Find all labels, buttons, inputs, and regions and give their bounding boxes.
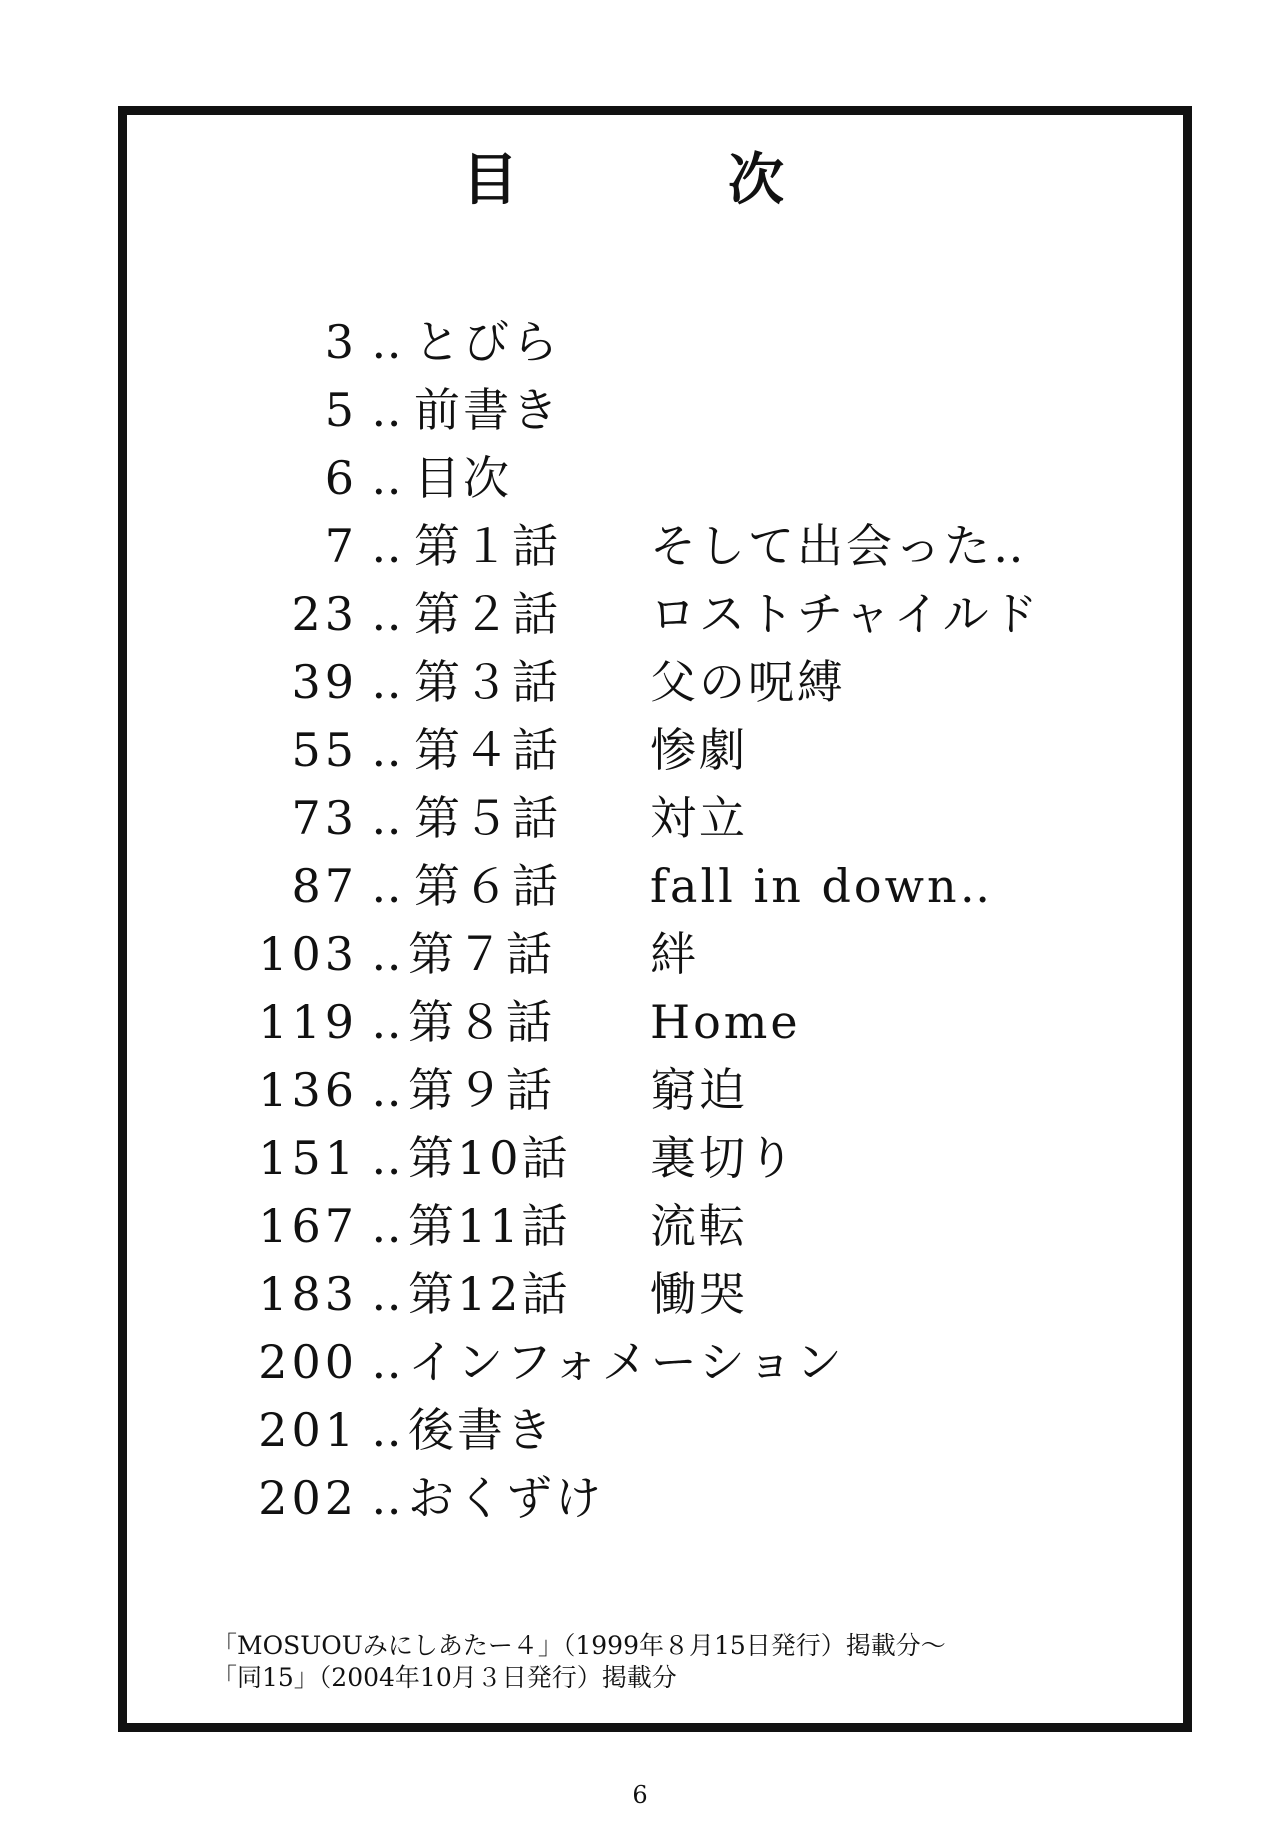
toc-page-number: 23 xyxy=(291,587,358,641)
publication-note-line-2: 「同15」（2004年10月３日発行）掲載分 xyxy=(212,1663,677,1692)
toc-entry-subtitle: 絆 xyxy=(650,927,699,981)
toc-leader-dots: ‥ xyxy=(371,1335,405,1389)
toc-entry-subtitle: ロストチャイルド xyxy=(650,587,1041,641)
toc-entry-subtitle: 慟哭 xyxy=(650,1267,748,1321)
toc-entry-subtitle: 裏切り xyxy=(650,1131,797,1185)
toc-row xyxy=(0,312,1280,372)
toc-entry-label: 前書き xyxy=(414,383,561,437)
page-title xyxy=(0,140,1280,220)
toc-row xyxy=(0,1264,1280,1324)
toc-row xyxy=(0,856,1280,916)
toc-entry-label: 第５話 xyxy=(414,791,561,845)
toc-leader-dots: ‥ xyxy=(371,1199,405,1253)
toc-page-number: 151 xyxy=(258,1131,358,1185)
toc-entry-subtitle: fall in down‥ xyxy=(650,859,994,913)
toc-entry-subtitle: そして出会った‥ xyxy=(650,519,1027,573)
toc-entry-label: 目次 xyxy=(414,451,512,505)
toc-entry-subtitle: 流転 xyxy=(650,1199,748,1253)
toc-leader-dots: ‥ xyxy=(371,1267,405,1321)
toc-entry-label: 第11話 xyxy=(408,1199,571,1253)
toc-row xyxy=(0,720,1280,780)
toc-page-number: 55 xyxy=(291,723,358,777)
publication-note-line-1: 「MOSUOUみにしあたー４」（1999年８月15日発行）掲載分～ xyxy=(212,1631,946,1660)
toc-page-number: 87 xyxy=(291,859,358,913)
toc-leader-dots: ‥ xyxy=(371,995,405,1049)
toc-entry-label: インフォメーション xyxy=(408,1335,845,1389)
toc-leader-dots: ‥ xyxy=(371,383,405,437)
toc-row xyxy=(0,652,1280,712)
toc-page-number: 7 xyxy=(324,519,358,573)
toc-row xyxy=(0,584,1280,644)
toc-leader-dots: ‥ xyxy=(371,1403,405,1457)
toc-leader-dots: ‥ xyxy=(371,1131,405,1185)
toc-entry-subtitle: 対立 xyxy=(650,791,748,845)
title-char-first: 目 xyxy=(462,147,518,213)
toc-leader-dots: ‥ xyxy=(371,1063,405,1117)
toc-page-number: 73 xyxy=(291,791,358,845)
toc-row xyxy=(0,1128,1280,1188)
toc-entry-subtitle: 惨劇 xyxy=(650,723,748,777)
toc-row xyxy=(0,380,1280,440)
toc-page-number: 6 xyxy=(324,451,358,505)
toc-leader-dots: ‥ xyxy=(371,655,405,709)
publication-notes xyxy=(212,1630,946,1694)
toc-page-number: 119 xyxy=(258,995,358,1049)
toc-entry-label: 第８話 xyxy=(408,995,555,1049)
page-number: 6 xyxy=(632,1781,648,1809)
toc-leader-dots: ‥ xyxy=(371,1471,405,1525)
toc-row xyxy=(0,516,1280,576)
toc-leader-dots: ‥ xyxy=(371,927,405,981)
toc-page-number: 200 xyxy=(258,1335,358,1389)
toc-entry-label: 第１話 xyxy=(414,519,561,573)
toc-entry-label: 第12話 xyxy=(408,1267,571,1321)
toc-leader-dots: ‥ xyxy=(371,315,405,369)
toc-page-number: 202 xyxy=(258,1471,358,1525)
toc-page-number: 103 xyxy=(258,927,358,981)
toc-entry-subtitle: Home xyxy=(650,995,801,1049)
toc-row xyxy=(0,1060,1280,1120)
toc-entry-label: 第２話 xyxy=(414,587,561,641)
toc-page-number: 201 xyxy=(258,1403,358,1457)
title-char-second: 次 xyxy=(728,147,784,213)
toc-entry-label: 第４話 xyxy=(414,723,561,777)
toc-row xyxy=(0,1468,1280,1528)
toc-page-number: 5 xyxy=(324,383,358,437)
toc-page-number: 3 xyxy=(324,315,358,369)
toc-row xyxy=(0,992,1280,1052)
toc-entry-label: 第７話 xyxy=(408,927,555,981)
toc-page-number: 39 xyxy=(291,655,358,709)
toc-entry-subtitle: 父の呪縛 xyxy=(650,655,846,709)
toc-row xyxy=(0,448,1280,508)
toc-row xyxy=(0,788,1280,848)
toc-row xyxy=(0,1332,1280,1392)
toc-row xyxy=(0,1400,1280,1460)
toc-entry-label: 後書き xyxy=(408,1403,555,1457)
toc-entry-label: 第３話 xyxy=(414,655,561,709)
toc-leader-dots: ‥ xyxy=(371,451,405,505)
toc-row xyxy=(0,924,1280,984)
toc-entry-label: 第６話 xyxy=(414,859,561,913)
toc-leader-dots: ‥ xyxy=(371,519,405,573)
toc-entry-subtitle: 窮迫 xyxy=(650,1063,748,1117)
toc-leader-dots: ‥ xyxy=(371,723,405,777)
toc-page-number: 183 xyxy=(258,1267,358,1321)
toc-leader-dots: ‥ xyxy=(371,791,405,845)
toc-entry-label: とびら xyxy=(414,315,561,369)
toc-leader-dots: ‥ xyxy=(371,587,405,641)
toc-entry-label: おくずけ xyxy=(408,1471,604,1525)
toc-row xyxy=(0,1196,1280,1256)
toc-leader-dots: ‥ xyxy=(371,859,405,913)
toc-entry-label: 第10話 xyxy=(408,1131,571,1185)
toc-page-number: 167 xyxy=(258,1199,358,1253)
toc-entry-label: 第９話 xyxy=(408,1063,555,1117)
toc-page-number: 136 xyxy=(258,1063,358,1117)
